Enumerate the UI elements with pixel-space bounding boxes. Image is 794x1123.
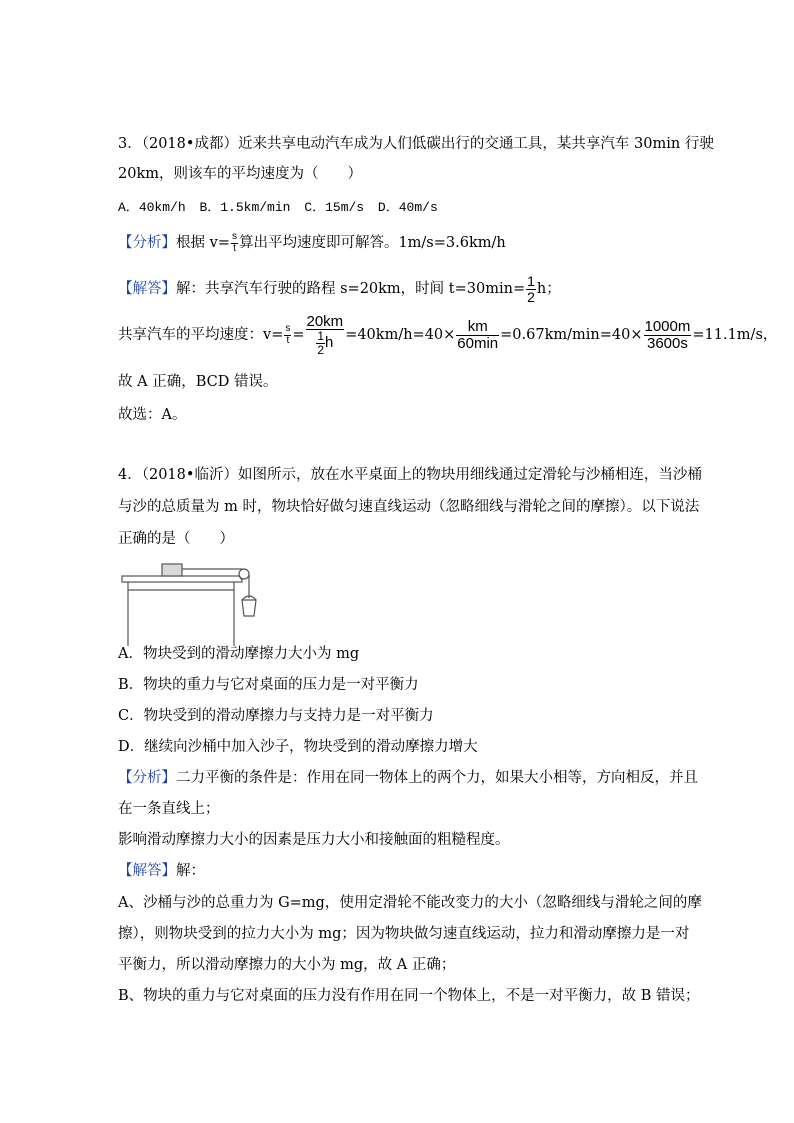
q4-answer-heading: 【解答】解： — [118, 863, 205, 879]
fraction-s-over-t: $\frac{s}{t}$ — [231, 231, 237, 254]
answer-tag: 【解答】 — [118, 863, 176, 879]
q4-answer-b-line1: B、物块的重力与它对桌面的压力没有作用在同一个物体上，不是一对平衡力，故 B 错误； — [118, 988, 700, 1004]
q4-option-d: D．继续向沙桶中加入沙子，物块受到的滑动摩擦力增大 — [118, 739, 478, 755]
q3-options — [118, 198, 438, 218]
q4-stem-line1: 4．（2018•临沂）如图所示，放在水平桌面上的物块用细线通过定滑轮与沙桶相连，当沙桶 — [118, 467, 702, 483]
q3-number: 3． — [118, 136, 142, 152]
q4-stem-line2: 与沙的总质量为 m 时，物块恰好做匀速直线运动（忽略细线与滑轮之间的摩擦）。以下说法 — [118, 499, 700, 515]
q4-option-c: C．物块受到的滑动摩擦力与支持力是一对平衡力 — [118, 708, 434, 724]
q4-analysis-line2: 在一条直线上； — [118, 801, 220, 817]
q3-conclusion: 故 A 正确，BCD 错误。 — [118, 374, 278, 390]
fraction-one-half: $\frac{1}{2}$ — [527, 273, 535, 305]
analysis-tag: 【分析】 — [118, 235, 176, 251]
table-pulley-figure — [118, 560, 268, 650]
q3-stem-line2: 20km，则该车的平均速度为（ ） — [118, 166, 362, 182]
q3-option-a: A．40km/h — [118, 200, 186, 215]
q3-option-b: B．1.5km/min — [199, 200, 291, 215]
calc-fraction-20km-half-h: 20km $\frac{1}{2}$ h — [306, 312, 344, 357]
analysis-tag: 【分析】 — [118, 770, 176, 786]
tabletop — [122, 576, 242, 582]
block — [162, 564, 182, 576]
q4-option-b: B．物块的重力与它对桌面的压力是一对平衡力 — [118, 677, 419, 693]
q3-option-d: D．40m/s — [377, 200, 438, 215]
calc-inner-fraction: $\frac{1}{2}$ — [317, 329, 325, 357]
q4-answer-a-line1: A、沙桶与沙的总重力为 G=mg，使用定滑轮不能改变力的大小（忽略细线与滑轮之间的摩 — [118, 895, 702, 911]
q3-stem-text1: （2018•成都）近来共享电动汽车成为人们低碳出行的交通工具，某共享汽车 30min 行驶 — [141, 136, 714, 152]
q4-analysis-line1: 【分析】二力平衡的条件是：作用在同一物体上的两个力，如果大小相等，方向相反，并且 — [118, 770, 698, 786]
q3-answer: 【解答】解：共享汽车行驶的路程 s=20km，时间 t=30min= $\frac{1}{2}$ h； — [118, 273, 561, 305]
q3-analysis: 【分析】根据 v= $\frac{s}{t}$ 算出平均速度即可解答。1m/s=3.6km/h — [118, 231, 506, 254]
q4-option-a: A．物块受到的滑动摩擦力大小为 mg — [118, 646, 360, 662]
calc-fraction-1000m-3600s: $\frac{1000m}{3600s}$ — [644, 317, 691, 352]
q3-choice: 故选：A。 — [118, 407, 187, 423]
answer-tag: 【解答】 — [118, 281, 176, 298]
sand-bucket — [242, 600, 256, 616]
q4-answer-a-line3: 平衡力，所以滑动摩擦力的大小为 mg，故 A 正确； — [118, 957, 456, 973]
calc-fraction-km-60min: $\frac{km}{60\min}$ — [457, 317, 499, 352]
calc-fraction-s-t: $\frac{s}{t}$ — [285, 323, 291, 346]
q4-number: 4． — [118, 467, 142, 483]
q3-calculation: 共享汽车的平均速度：v= $\frac{s}{t}$ = 20km $\frac{1}{2}$ h =40km/h=40× $\frac{km}{60\min}$ =0.67km/min=40× $\frac{1000m}{3600s}$ =11.1m/s， — [118, 312, 778, 357]
q3-option-c: C．15m/s — [304, 200, 365, 215]
q4-answer-a-line2: 擦），则物块受到的拉力大小为 mg；因为物块做匀速直线运动，拉力和滑动摩擦力是一对 — [118, 926, 690, 942]
q4-analysis-line3: 影响滑动摩擦力大小的因素是压力大小和接触面的粗糙程度。 — [118, 832, 510, 848]
q4-stem-line3: 正确的是（ ） — [118, 531, 234, 547]
q3-stem-line1 — [118, 134, 714, 154]
